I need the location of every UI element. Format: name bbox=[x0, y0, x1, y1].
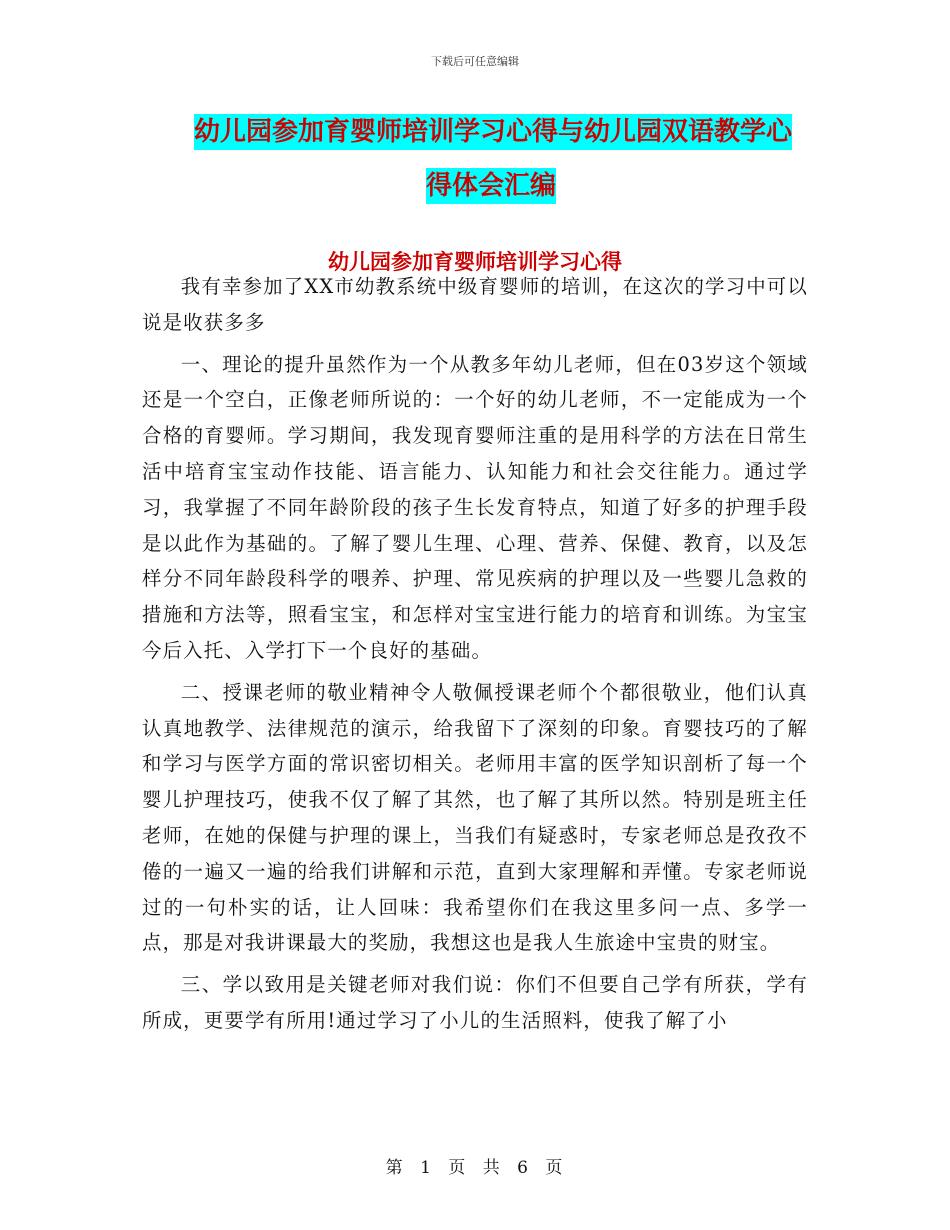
document-title-line-2 bbox=[190, 159, 810, 213]
document-title-line-1 bbox=[190, 105, 810, 159]
footer-page-label: 第 bbox=[385, 1158, 405, 1178]
document-body bbox=[142, 269, 808, 1039]
paragraph-theory: 一、理论的提升虽然作为一个从教多年幼儿老师，但在03岁这个领域还是一个空白，正像老师所说的：一个好的幼儿老师，不一定能成为一个合格的育婴师。学习期间，我发现育婴师注重的是用科学的方法在日常生活中培育宝宝动作技能、语言能力、认知能力和社会交往能力。通过学习，我掌握了不同年龄阶段的孩子生长发育特点，知道了好多的护理手段是以此作为基础的。了解了婴儿生理、心理、营养、保健、教育，以及怎样分不同年龄段科学的喂养、护理、常见疾病的护理以及一些婴儿急救的措施和方法等，照看宝宝，和怎样对宝宝进行能力的培育和训练。为宝宝今后入托、入学打下一个良好的基础。 bbox=[142, 352, 808, 662]
footer-page-current: 1 bbox=[420, 1158, 433, 1178]
page-footer bbox=[0, 1153, 950, 1178]
footer-page-unit: 页 bbox=[448, 1158, 468, 1178]
section-heading: 幼儿园参加育婴师培训学习心得 bbox=[328, 250, 622, 274]
page-header-note: 下载后可任意编辑 bbox=[431, 55, 519, 68]
document-title-line-1-text: 幼儿园参加育婴师培训学习心得与幼儿园双语教学心 bbox=[194, 114, 792, 150]
footer-total-unit: 页 bbox=[545, 1158, 565, 1178]
paragraph-application: 三、学以致用是关键老师对我们说：你们不但要自己学有所获，学有所成，更要学有所用!通过学习了小儿的生活照料，使我了解了小 bbox=[142, 973, 808, 1032]
footer-page-total: 6 bbox=[517, 1158, 530, 1178]
paragraph-intro: 我有幸参加了XX市幼教系统中级育婴师的培训，在这次的学习中可以说是收获多多 bbox=[142, 275, 808, 334]
document-title bbox=[190, 105, 810, 213]
document-title-line-2-text: 得体会汇编 bbox=[426, 168, 556, 204]
footer-total-label: 共 bbox=[482, 1158, 502, 1178]
paragraph-teachers: 二、授课老师的敬业精神令人敬佩授课老师个个都很敬业，他们认真认真地教学、法律规范的演示，给我留下了深刻的印象。育婴技巧的了解和学习与医学方面的常识密切相关。老师用丰富的医学知识剖析了每一个婴儿护理技巧，使我不仅了解了其然，也了解了其所以然。特别是班主任老师，在她的保健与护理的课上，当我们有疑惑时，专家老师总是孜孜不倦的一遍又一遍的给我们讲解和示范，直到大家理解和弄懂。专家老师说过的一句朴实的话，让人回味：我希望你们在我这里多问一点、多学一点，那是对我讲课最大的奖励，我想这也是我人生旅途中宝贵的财宝。 bbox=[142, 680, 808, 955]
